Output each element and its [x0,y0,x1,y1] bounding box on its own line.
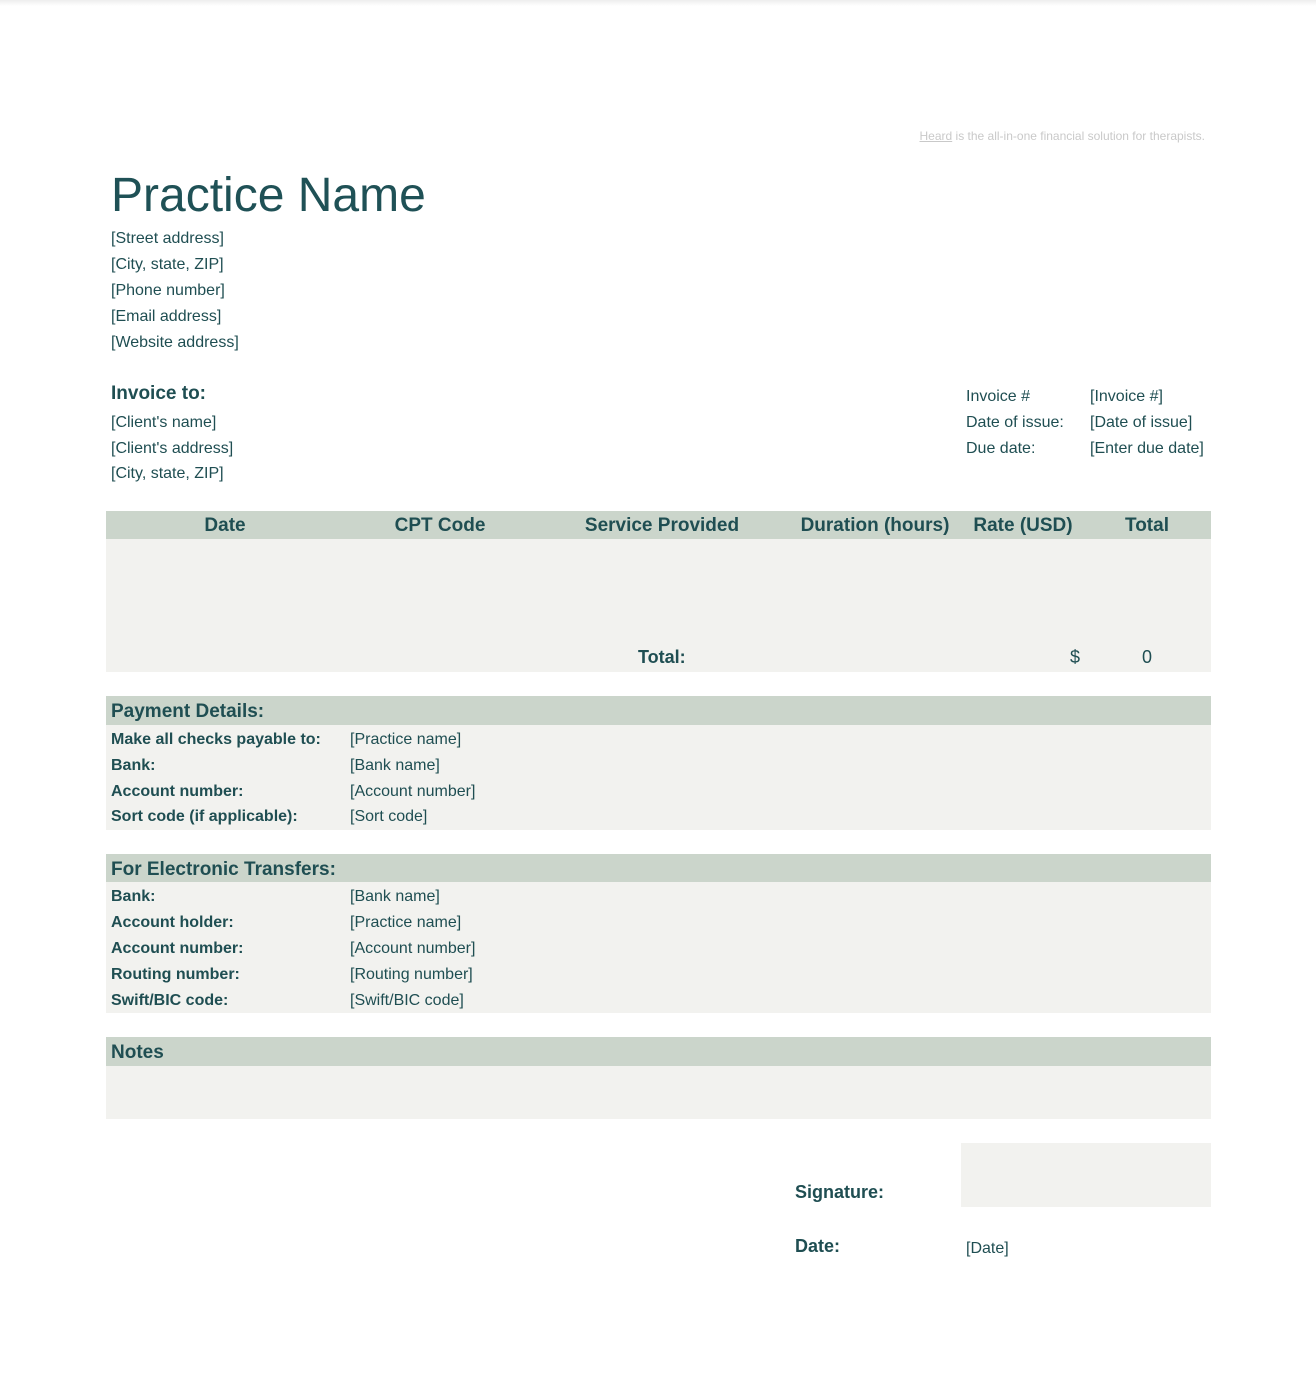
due-date-label: Due date: [966,440,1036,457]
client-city: [City, state, ZIP] [111,465,224,482]
col-rate-header: Rate (USD) [973,515,1073,536]
practice-name: Practice Name [111,169,426,222]
electronic-value: [Bank name] [350,888,440,905]
top-shadow [0,0,1316,6]
practice-city: [City, state, ZIP] [111,256,224,273]
payment-label: Make all checks payable to: [111,731,321,748]
electronic-heading: For Electronic Transfers: [111,859,336,880]
electronic-value: [Swift/BIC code] [350,992,464,1009]
notes-heading: Notes [111,1042,164,1063]
col-total-header: Total [1125,515,1169,536]
issue-date-label: Date of issue: [966,414,1064,431]
total-value: 0 [1142,647,1153,667]
signature-label: Signature: [795,1182,885,1202]
notes-header-band [106,1037,1211,1066]
invoice-number-value: [Invoice #] [1090,388,1163,405]
payment-heading: Payment Details: [111,701,265,722]
electronic-label: Routing number: [111,966,240,983]
payment-label: Account number: [111,783,244,800]
electronic-label: Account holder: [111,914,234,931]
practice-phone: [Phone number] [111,282,225,299]
date-value: [Date] [966,1240,1009,1257]
total-label: Total: [638,647,686,667]
practice-email: [Email address] [111,308,222,325]
col-date-header: Date [204,515,246,536]
payment-value: [Bank name] [350,757,440,774]
due-date-value: [Enter due date] [1090,440,1204,457]
tagline-text: is the all-in-one financial solution for therapists. [952,129,1205,143]
electronic-value: [Practice name] [350,914,462,931]
col-cpt-header: CPT Code [394,515,486,536]
signature-box[interactable] [961,1143,1211,1207]
practice-website: [Website address] [111,334,239,351]
payment-value: [Sort code] [350,808,428,825]
electronic-label: Swift/BIC code: [111,992,229,1009]
electronic-value: [Routing number] [350,966,473,983]
client-address: [Client's address] [111,440,234,457]
payment-label: Bank: [111,757,156,774]
payment-value: [Account number] [350,783,476,800]
issue-date-value: [Date of issue] [1090,414,1193,431]
electronic-label: Account number: [111,940,244,957]
invoice-to-heading: Invoice to: [111,383,207,404]
payment-value: [Practice name] [350,731,462,748]
invoice-number-label: Invoice # [966,388,1031,405]
tagline [920,129,1205,143]
col-duration-header: Duration (hours) [800,515,950,536]
notes-field[interactable] [106,1066,1211,1119]
heard-link[interactable]: Heard [919,129,953,143]
payment-label: Sort code (if applicable): [111,808,298,825]
electronic-body [106,882,1211,1013]
date-label: Date: [795,1236,841,1256]
col-service-header: Service Provided [584,515,740,536]
payment-header-band [106,696,1211,725]
total-currency: $ [1070,647,1081,667]
electronic-value: [Account number] [350,940,476,957]
practice-street: [Street address] [111,230,224,247]
client-name: [Client's name] [111,414,217,431]
electronic-label: Bank: [111,888,156,905]
